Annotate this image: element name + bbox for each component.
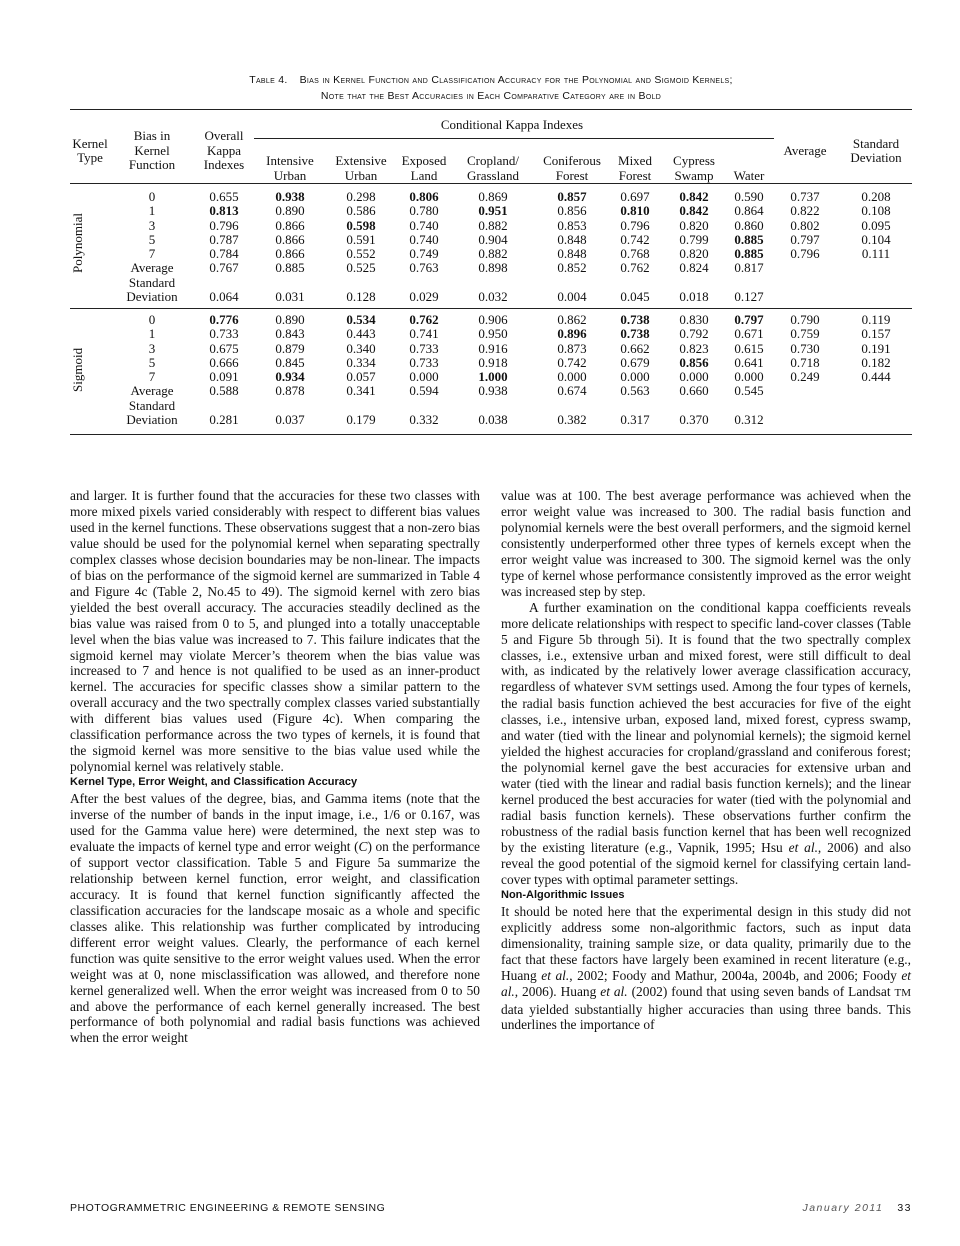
std-cell: 0.382 (557, 412, 587, 428)
value-cell: 0.813 (209, 203, 239, 219)
std-label: Standard (128, 274, 176, 290)
std-label: Standard (128, 397, 176, 413)
value-cell: 0.733 (209, 326, 239, 342)
average-label: Average (130, 383, 174, 399)
value-cell: 0.742 (557, 354, 587, 370)
group-separator-rule (70, 308, 912, 309)
bias-cell: 7 (148, 369, 156, 385)
table-header (70, 113, 912, 189)
average-cell: 0.852 (557, 260, 587, 276)
value-cell: 0.534 (346, 312, 376, 327)
value-cell: 0.742 (620, 231, 650, 247)
value-cell: 0.820 (679, 246, 709, 262)
std-cell: 0.018 (679, 289, 709, 305)
footer-date: January 2011 (802, 1202, 884, 1214)
std-label: Deviation (126, 289, 178, 305)
average-cell: 0.674 (557, 383, 587, 399)
std-cell: 0.031 (275, 289, 305, 305)
header-bias: Bias in Kernel Function (128, 128, 176, 173)
value-cell: 0.334 (346, 354, 376, 370)
value-cell: 0.733 (409, 354, 439, 370)
value-cell: 0.208 (861, 189, 891, 204)
value-cell: 0.182 (861, 354, 891, 370)
value-cell: 0.749 (409, 246, 439, 262)
value-cell: 0.598 (346, 217, 376, 233)
header-class: Extensive Urban (335, 153, 387, 183)
std-cell: 0.332 (409, 412, 439, 428)
value-cell: 0.108 (861, 203, 891, 219)
header-conditional-kappa: Conditional Kappa Indexes (440, 116, 584, 132)
footer-page-number: 33 (897, 1202, 912, 1214)
average-cell: 0.938 (478, 383, 508, 399)
bias-cell: 0 (148, 189, 156, 204)
std-cell: 0.127 (734, 289, 764, 305)
bias-cell: 5 (148, 231, 156, 247)
std-cell: 0.370 (679, 412, 709, 428)
value-cell: 0.057 (346, 369, 376, 385)
average-cell: 0.563 (620, 383, 650, 399)
average-row (70, 384, 912, 398)
group-label-polynomial: Polynomial (70, 213, 85, 273)
value-cell: 0.869 (478, 189, 508, 204)
value-cell: 0.590 (734, 189, 764, 204)
table-row (70, 356, 912, 370)
value-cell: 0.679 (620, 354, 650, 370)
header-class: Coniferous Forest (543, 153, 601, 183)
std-cell: 0.179 (346, 412, 376, 428)
value-cell: 0.860 (734, 217, 764, 233)
header-class: Exposed Land (401, 153, 447, 183)
table-top-rule (70, 109, 912, 110)
average-label: Average (130, 260, 174, 276)
value-cell: 0.776 (209, 312, 239, 327)
value-cell: 0.000 (734, 369, 764, 385)
value-cell: 0.802 (790, 217, 820, 233)
bias-cell: 1 (148, 326, 156, 342)
value-cell: 0.906 (478, 312, 508, 327)
value-cell: 0.000 (409, 369, 439, 385)
header-class: Cropland/ Grassland (467, 153, 519, 183)
footer-journal: PHOTOGRAMMETRIC ENGINEERING & REMOTE SENSING (70, 1202, 386, 1214)
average-row (70, 261, 912, 275)
value-cell: 0.866 (275, 217, 305, 233)
average-cell: 0.898 (478, 260, 508, 276)
polynomial-group (70, 190, 912, 304)
std-cell: 0.128 (346, 289, 376, 305)
value-cell: 0.091 (209, 369, 239, 385)
average-cell: 0.545 (734, 383, 764, 399)
value-cell: 0.856 (557, 203, 587, 219)
value-cell: 0.249 (790, 369, 820, 385)
value-cell: 0.740 (409, 231, 439, 247)
value-cell: 0.842 (679, 189, 709, 204)
value-cell: 0.842 (679, 203, 709, 219)
average-cell: 0.762 (620, 260, 650, 276)
value-cell: 0.790 (790, 312, 820, 327)
average-cell: 0.824 (679, 260, 709, 276)
value-cell: 0.822 (790, 203, 820, 219)
value-cell: 0.615 (734, 340, 764, 356)
value-cell: 0.591 (346, 231, 376, 247)
header-class: Cypress Swamp (673, 153, 715, 183)
value-cell: 0.000 (679, 369, 709, 385)
right-paragraph-3: It should be noted here that the experimental design in this study did not explicitly address some non-algorithmic factors, such as input data dimensionality, training sample size, or data quality, primarily due to the fact that these factors have largely been examined in recent literature (e.g., Huang et al., 2002; Foody and Mathur, 2004a, 2004b, and 2006; Foody et al., 2006). Huang et al. (2002) found that using seven bands of Landsat TM data yielded substantially higher accuracies than using three bands. This underlines the importance of (501, 903, 911, 1033)
value-cell: 0.882 (478, 217, 508, 233)
average-cell: 0.525 (346, 260, 376, 276)
std-row (70, 413, 912, 427)
value-cell: 0.797 (734, 312, 764, 327)
header-average: Average (783, 142, 827, 158)
table-row (70, 219, 912, 233)
std-cell: 0.045 (620, 289, 650, 305)
average-cell: 0.817 (734, 260, 764, 276)
value-cell: 0.738 (620, 312, 650, 327)
value-cell: 0.697 (620, 189, 650, 204)
value-cell: 0.655 (209, 189, 239, 204)
average-cell: 0.763 (409, 260, 439, 276)
value-cell: 0.675 (209, 340, 239, 356)
header-overall-kappa: Overall Kappa Indexes (203, 128, 245, 173)
footer-page-info (802, 1202, 912, 1214)
value-cell: 0.740 (409, 217, 439, 233)
value-cell: 0.950 (478, 326, 508, 342)
value-cell: 0.797 (790, 231, 820, 247)
header-kernel-type: Kernel Type (72, 135, 108, 165)
caption-line-2: Note that the Best Accuracies in Each Comparative Category are in Bold (320, 90, 662, 102)
section-heading-kernel-type: Kernel Type, Error Weight, and Classification Accuracy (70, 776, 358, 789)
table-row (70, 233, 912, 247)
section-heading-non-algorithmic: Non-Algorithmic Issues (501, 888, 625, 901)
value-cell: 0.737 (790, 189, 820, 204)
value-cell: 0.000 (620, 369, 650, 385)
std-row (70, 290, 912, 304)
value-cell: 0.830 (679, 312, 709, 327)
value-cell: 0.890 (275, 203, 305, 219)
std-cell: 0.317 (620, 412, 650, 428)
table-row (70, 342, 912, 356)
value-cell: 0.552 (346, 246, 376, 262)
conditional-header-rule (254, 138, 774, 139)
table-caption (70, 72, 912, 104)
value-cell: 0.762 (409, 312, 439, 327)
std-cell: 0.029 (409, 289, 439, 305)
group-label-sigmoid: Sigmoid (70, 347, 85, 392)
right-paragraph-1: value was at 100. The best average performance was achieved when the error weight value was increased to 300. The radial basis function and polynomial kernels were the best overall performers, and the sigmoid kernel consistently underperformed other three types of kernels except when the error weight value was increased to 300. The sigmoid kernel was the only type of kernel whose performance consistently improved as the error weight was increased step by step. (501, 488, 911, 599)
sigmoid-group (70, 313, 912, 427)
value-cell: 0.641 (734, 354, 764, 370)
header-bottom-rule (70, 183, 912, 184)
value-cell: 0.111 (861, 246, 891, 262)
value-cell: 0.853 (557, 217, 587, 233)
std-row-label (70, 399, 912, 413)
value-cell: 0.733 (409, 340, 439, 356)
value-cell: 0.873 (557, 340, 587, 356)
value-cell: 0.730 (790, 340, 820, 356)
table-row (70, 204, 912, 218)
std-cell: 0.312 (734, 412, 764, 428)
left-paragraph-2: After the best values of the degree, bias, and Gamma items (note that the inverse of the number of bands in the input image, i.e., 1/6 or 0.167, was used for the Gamma value here) were determined, the next step was to evaluate the impacts of kernel type and error weight (C) on the performance of support vector classification. Table 5 and Figure 5a summarize the relationship between kernel function, error weight, and classification accuracy. It is found that kernel function significantly affected the classification accuracies for the landscape mosaic as a whole and specific classes alike. This relationship was further complicated by introducing different error weight values. Clearly, the performance of each kernel function was quite sensitive to the error weight values used. When the error weight was at 0, none misclassification was allowed, and therefore none kernel generalized well. When the error weight was increased from 0 to 50 and above the performance of each kernel generally increased. The best performance of both polynomial and radial basis functions was achieved when the error weight (70, 791, 480, 1046)
value-cell: 0.768 (620, 246, 650, 262)
value-cell: 0.784 (209, 246, 239, 262)
value-cell: 0.879 (275, 340, 305, 356)
value-cell: 0.792 (679, 326, 709, 342)
std-cell: 0.037 (275, 412, 305, 428)
average-cell: 0.341 (346, 383, 376, 399)
value-cell: 0.820 (679, 217, 709, 233)
value-cell: 0.856 (679, 354, 709, 370)
bias-cell: 3 (148, 340, 156, 356)
value-cell: 0.157 (861, 326, 891, 342)
value-cell: 0.810 (620, 203, 650, 219)
value-cell: 0.443 (346, 326, 376, 342)
value-cell: 0.882 (478, 246, 508, 262)
bias-cell: 7 (148, 246, 156, 262)
value-cell: 0.806 (409, 189, 439, 204)
value-cell: 0.298 (346, 189, 376, 204)
bias-cell: 3 (148, 217, 156, 233)
table-row (70, 190, 912, 204)
value-cell: 0.787 (209, 231, 239, 247)
value-cell: 0.759 (790, 326, 820, 342)
value-cell: 0.848 (557, 231, 587, 247)
value-cell: 0.586 (346, 203, 376, 219)
std-cell: 0.038 (478, 412, 508, 428)
header-class: Water (733, 167, 765, 183)
value-cell: 0.866 (275, 231, 305, 247)
average-cell: 0.767 (209, 260, 239, 276)
value-cell: 0.666 (209, 354, 239, 370)
bias-cell: 1 (148, 203, 156, 219)
value-cell: 0.796 (209, 217, 239, 233)
value-cell: 0.885 (734, 231, 764, 247)
std-row-label (70, 276, 912, 290)
value-cell: 0.862 (557, 312, 587, 327)
table-row (70, 327, 912, 341)
table-number: Table 4. (249, 74, 288, 86)
value-cell: 0.918 (478, 354, 508, 370)
value-cell: 1.000 (478, 369, 508, 385)
value-cell: 0.938 (275, 189, 305, 204)
value-cell: 0.104 (861, 231, 891, 247)
bias-cell: 0 (148, 312, 156, 327)
value-cell: 0.738 (620, 326, 650, 342)
table-row (70, 370, 912, 384)
value-cell: 0.951 (478, 203, 508, 219)
value-cell: 0.095 (861, 217, 891, 233)
value-cell: 0.000 (557, 369, 587, 385)
value-cell: 0.843 (275, 326, 305, 342)
value-cell: 0.780 (409, 203, 439, 219)
bias-cell: 5 (148, 354, 156, 370)
value-cell: 0.916 (478, 340, 508, 356)
caption-line-1: Bias in Kernel Function and Classification Accuracy for the Polynomial and Sigmoid Kernels; (299, 74, 733, 86)
table-row (70, 247, 912, 261)
value-cell: 0.866 (275, 246, 305, 262)
value-cell: 0.444 (861, 369, 891, 385)
header-class: Intensive Urban (266, 153, 314, 183)
header-class: Mixed Forest (618, 153, 652, 183)
std-cell: 0.004 (557, 289, 587, 305)
value-cell: 0.857 (557, 189, 587, 204)
value-cell: 0.662 (620, 340, 650, 356)
std-label: Deviation (126, 412, 178, 428)
header-std: Standard Deviation (850, 135, 902, 165)
value-cell: 0.904 (478, 231, 508, 247)
average-cell: 0.878 (275, 383, 305, 399)
value-cell: 0.796 (620, 217, 650, 233)
average-cell: 0.660 (679, 383, 709, 399)
average-cell: 0.588 (209, 383, 239, 399)
right-paragraph-2: A further examination on the conditional kappa coefficients reveals more delicate relationships with respect to specific land-cover classes (Table 5 and Figure 5b through 5i). It is found that the two spectrally complex classes, i.e., extensive urban and mixed forest, were still difficult to deal with, as indicated by the relatively lower average classification accuracy, regardless of whatever SVM settings used. Among the four types of kernels, the radial basis function achieved the best accuracies for five of the eight classes, i.e., intensive urban, exposed land, mixed forest, cypress swamp, and water (tied with the linear and polynomial kernels); the sigmoid kernel yielded the highest accuracies for cropland/grassland and coniferous forest; the polynomial kernel gave the best accuracies for extensive urban and water (tied with the linear and radial basis function kernels); and the linear kernel produced the best accuracies for water (tied with the polynomial and radial basis function kernels). These observations further confirm the robustness of the radial basis function kernel that has been well recognized by the existing literature (e.g., Vapnik, 1995; Hsu et al., 2006) and also reveal the good potential of the sigmoid kernel for classifying certain land-cover types with optimal parameter settings. (501, 599, 911, 887)
value-cell: 0.896 (557, 326, 587, 342)
value-cell: 0.934 (275, 369, 305, 385)
left-column (70, 488, 480, 1046)
value-cell: 0.340 (346, 340, 376, 356)
value-cell: 0.191 (861, 340, 891, 356)
right-column (501, 488, 911, 1033)
value-cell: 0.823 (679, 340, 709, 356)
value-cell: 0.864 (734, 203, 764, 219)
std-cell: 0.064 (209, 289, 239, 305)
table-row (70, 313, 912, 327)
left-paragraph-1: and larger. It is further found that the accuracies for these two classes with more mixed pixels varied considerably with respect to different bias values used in the kernel functions. These observations suggest that a non-zero bias value should be used for the polynomial kernel when separating spectrally complex classes whose decision boundaries may be non-linear. The impacts of bias on the performance of the sigmoid kernel are summarized in Table 4 and Figure 4c (Table 2, No.45 to 49). The sigmoid kernel with zero bias yielded the best overall accuracy. The accuracies steadily declined as the bias value was raised from 0 to 5, and plunged into a totally unacceptable level when the bias value was increased to 7. This failure indicates that the sigmoid kernel may violate Mercer’s theorem when the bias value was increased to 7 and hence is not qualified to be used as an inner-product kernel. The accuracies for specific classes show a similar pattern to the overall accuracy and the two spectrally complex classes varied substantially with different bias values used (Figure 4c). When comparing the classification performance across the two types of kernels, it is found that the sigmoid kernel was more sensitive to the bias value used while the polynomial kernel was relatively stable. (70, 488, 480, 775)
value-cell: 0.845 (275, 354, 305, 370)
value-cell: 0.890 (275, 312, 305, 327)
std-cell: 0.032 (478, 289, 508, 305)
value-cell: 0.718 (790, 354, 820, 370)
std-cell: 0.281 (209, 412, 239, 428)
value-cell: 0.671 (734, 326, 764, 342)
average-cell: 0.594 (409, 383, 439, 399)
value-cell: 0.796 (790, 246, 820, 262)
value-cell: 0.885 (734, 246, 764, 262)
value-cell: 0.741 (409, 326, 439, 342)
table-bottom-rule (70, 434, 912, 435)
value-cell: 0.799 (679, 231, 709, 247)
value-cell: 0.848 (557, 246, 587, 262)
value-cell: 0.119 (861, 312, 891, 327)
average-cell: 0.885 (275, 260, 305, 276)
